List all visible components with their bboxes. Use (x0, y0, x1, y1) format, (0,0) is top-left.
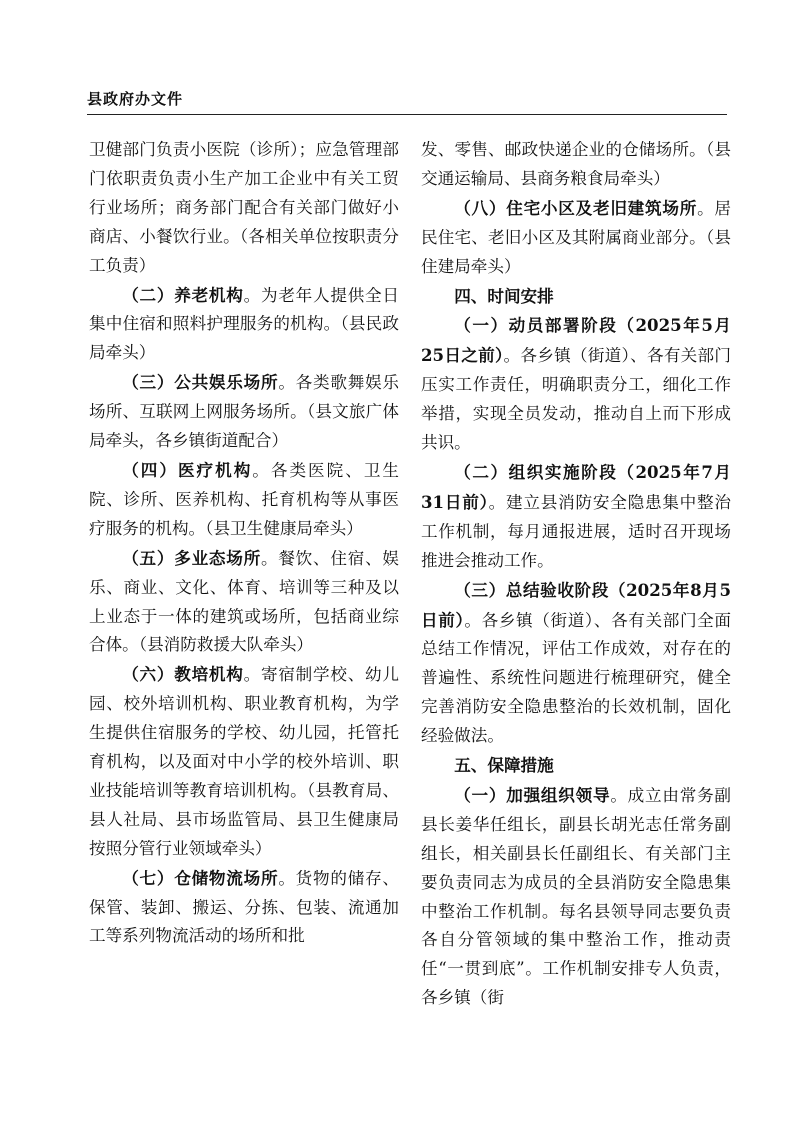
right-paragraph-continued (421, 136, 731, 194)
right-p0-text: 发、零售、邮政快递企业的仓储场所。（县交通运输局、县商务粮食局牵头） (421, 140, 731, 188)
item-warehouse (89, 864, 399, 952)
item-heading: （七）仓储物流场所 (122, 867, 279, 888)
stage-acceptance (421, 576, 731, 751)
item-heading: （四）医疗机构 (122, 459, 253, 480)
item-elderly-care (89, 281, 399, 369)
item-body: 。居民住宅、老旧小区及其附属商业部分。（县住建局牵头） (421, 198, 732, 276)
item-heading: （一）动员部署阶段（2025年5月25日之前） (421, 315, 731, 366)
item-heading: （六）教培机构 (122, 664, 244, 685)
item-heading: （八）住宅小区及老旧建筑场所 (454, 197, 698, 218)
item-multi-format (89, 544, 399, 661)
item-heading: （三）公共娱乐场所 (122, 372, 279, 393)
item-heading: （二）养老机构 (122, 284, 244, 305)
section-title-schedule: 四、时间安排 (454, 285, 554, 306)
item-body: 。为老年人提供全日集中住宿和照料护理服务的机构。（县民政局牵头） (89, 285, 400, 363)
item-heading: （二）组织实施阶段（2025年7月31日前） (421, 461, 731, 512)
item-body: 。货物的储存、保管、装卸、搬运、分拣、包装、流通加工等系列物流活动的场所和批 (89, 868, 400, 946)
item-body: 。寄宿制学校、幼儿园、校外培训机构、职业教育机构，为学生提供住宿服务的学校、幼儿园，托管托育机构，以及面对中小学的校外培训、职业技能培训等教育培训机构。（县教育局、县人社局、县市场监管局、县卫生健康局按照分管行业领域牵头） (89, 665, 400, 858)
item-body: 。各类歌舞娱乐场所、互联网上网服务场所。（县文旅广体局牵头，各乡镇街道配合） (89, 373, 400, 451)
item-heading: （一）加强组织领导 (454, 784, 611, 805)
right-column (421, 136, 731, 1013)
stage-mobilization (421, 311, 731, 458)
item-body: 。成立由常务副县长姜华任组长，副县长胡光志任常务副组长，相关副县长任副组长、有关部门主要负责同志为成员的全县消防安全隐患集中整治工作机制。每名县领导同志要负责各自分管领域的集中整治工作，推动责任“一贯到底”。工作机制安排专人负责，各乡镇（街 (421, 785, 732, 1008)
item-body: 。各乡镇（街道）、各有关部门压实工作责任，明确职责分工，细化工作举措，实现全员发动，推动自上而下形成共识。 (421, 346, 732, 453)
stage-implementation (421, 458, 731, 576)
item-heading: （三）总结验收阶段（2025年8月5日前） (421, 579, 731, 630)
item-body: 。各类医院、卫生院、诊所、医养机构、托育机构等从事医疗服务的机构。（县卫生健康局牵头） (89, 460, 399, 538)
left-p0-text: 卫健部门负责小医院（诊所）；应急管理部门依职责负责小生产加工企业中有关工贸行业场所；商务部门配合有关部门做好小商店、小餐饮行业。（各相关单位按职责分工负责） (89, 140, 399, 275)
left-paragraph-continued (89, 136, 399, 281)
item-residential (421, 194, 731, 282)
item-medical (89, 456, 399, 544)
item-education (89, 660, 399, 863)
item-body: 。建立县消防安全隐患集中整治工作机制，每月通报进展，适时召开现场推进会推动工作。 (421, 492, 732, 570)
item-body: 。各乡镇（街道）、各有关部门全面总结工作情况，评估工作成效，对存在的普遍性、系统性问题进行梳理研究，健全完善消防安全隐患整治的长效机制，固化经验做法。 (421, 610, 732, 746)
item-heading: （五）多业态场所 (122, 547, 261, 568)
document-header: 县政府办文件 (87, 90, 184, 108)
item-body: 。餐饮、住宿、娱乐、商业、文化、体育、培训等三种及以上业态于一体的建筑或场所，包括商业综合体。（县消防救援大队牵头） (89, 548, 400, 655)
measure-leadership (421, 781, 731, 1013)
left-column (89, 136, 399, 951)
section-title-safeguards: 五、保障措施 (454, 755, 554, 776)
item-entertainment (89, 368, 399, 456)
header-divider (87, 114, 727, 115)
